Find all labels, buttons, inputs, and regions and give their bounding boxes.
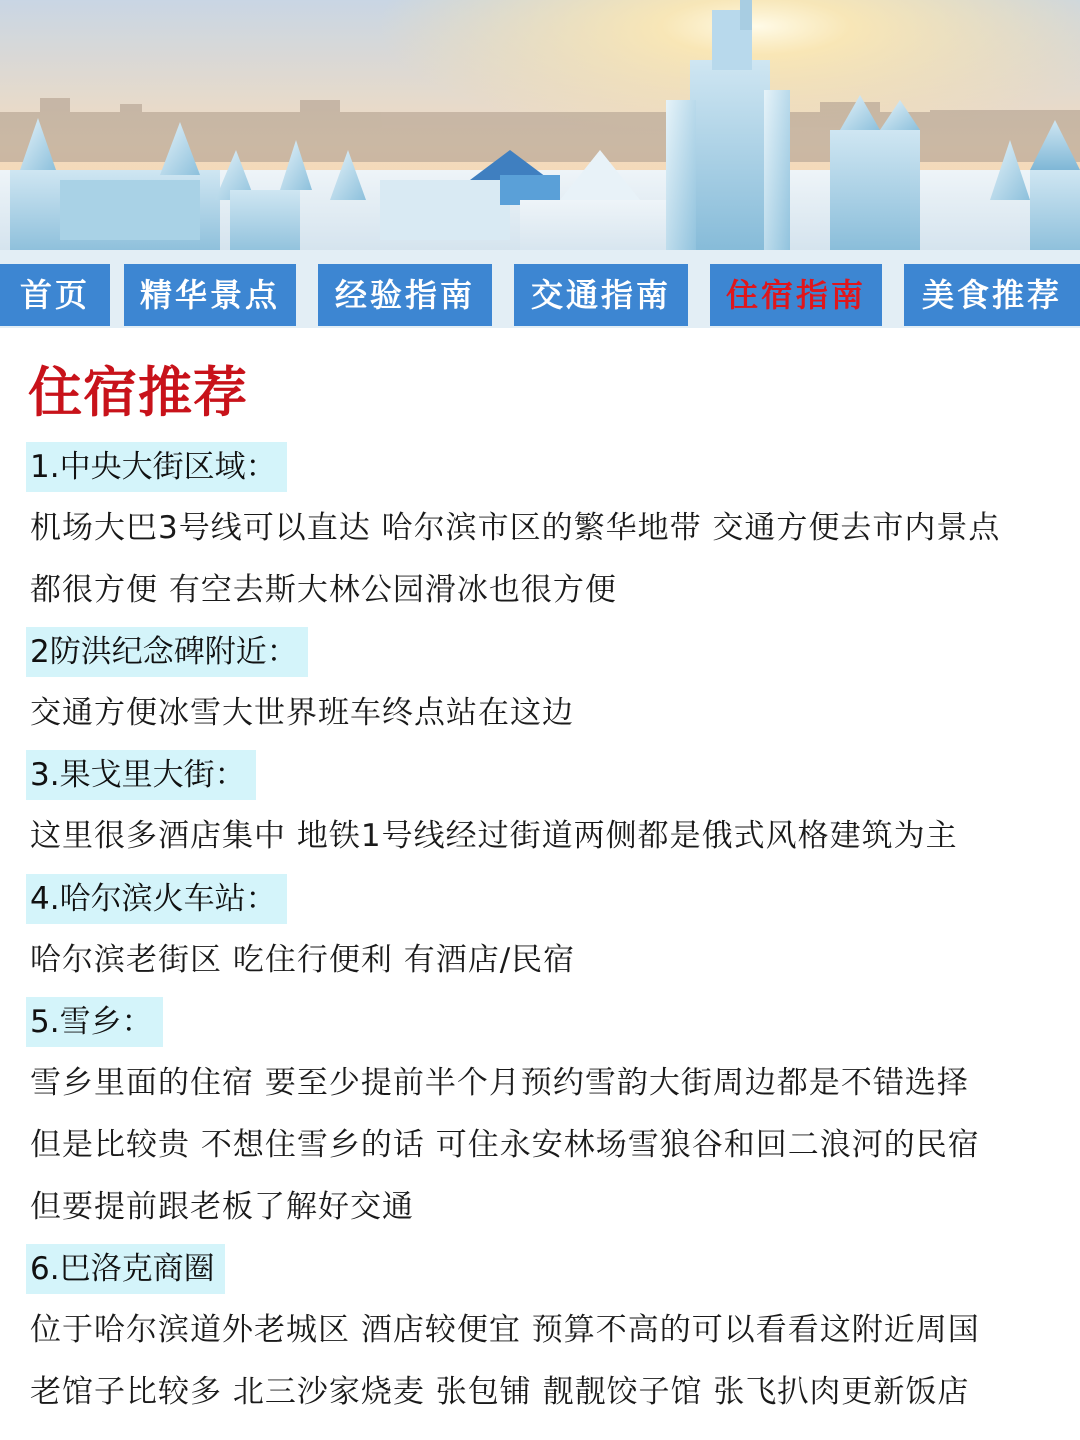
paragraph-line: 但要提前跟老板了解好交通 [30,1189,414,1225]
paragraph-line: 都很方便 有空去斯大林公园滑冰也很方便 [30,572,617,608]
paragraph-line: 这里很多酒店集中 地铁1号线经过街道两侧都是俄式风格建筑为主 [30,818,958,854]
section-heading: 4.哈尔滨火车站： [26,874,287,924]
section-heading: 3.果戈里大街： [26,750,256,800]
section-heading: 5.雪乡： [26,997,163,1047]
top-nav [0,264,1080,328]
section-heading: 1.中央大街区域： [26,442,287,492]
tab-highlights[interactable]: 精华景点 [124,264,296,326]
tab-accommodation-guide[interactable]: 住宿指南 [710,264,882,326]
paragraph-line: 哈尔滨老街区 吃住行便利 有酒店/民宿 [30,942,576,978]
tab-home[interactable]: 首页 [0,264,110,326]
tab-transport-guide[interactable]: 交通指南 [514,264,688,326]
page-title: 住宿推荐 [28,361,248,424]
paragraph-line: 交通方便冰雪大世界班车终点站在这边 [30,695,574,731]
paragraph-line: 位于哈尔滨道外老城区 酒店较便宜 预算不高的可以看看这附近周国 [30,1312,980,1348]
paragraph-line: 机场大巴3号线可以直达 哈尔滨市区的繁华地带 交通方便去市内景点 [30,510,1001,546]
tab-experience-guide[interactable]: 经验指南 [318,264,492,326]
tab-food-recommendations[interactable]: 美食推荐 [904,264,1080,326]
paragraph-line: 老馆子比较多 北三沙家烧麦 张包铺 靓靓饺子馆 张飞扒肉更新饭店 [30,1374,970,1410]
paragraph-line: 雪乡里面的住宿 要至少提前半个月预约雪韵大街周边都是不错选择 [30,1065,969,1101]
section-heading: 6.巴洛克商圈 [26,1244,225,1294]
section-heading: 2防洪纪念碑附近： [26,627,308,677]
paragraph-line: 但是比较贵 不想住雪乡的话 可住永安林场雪狼谷和回二浪河的民宿 [30,1127,980,1163]
